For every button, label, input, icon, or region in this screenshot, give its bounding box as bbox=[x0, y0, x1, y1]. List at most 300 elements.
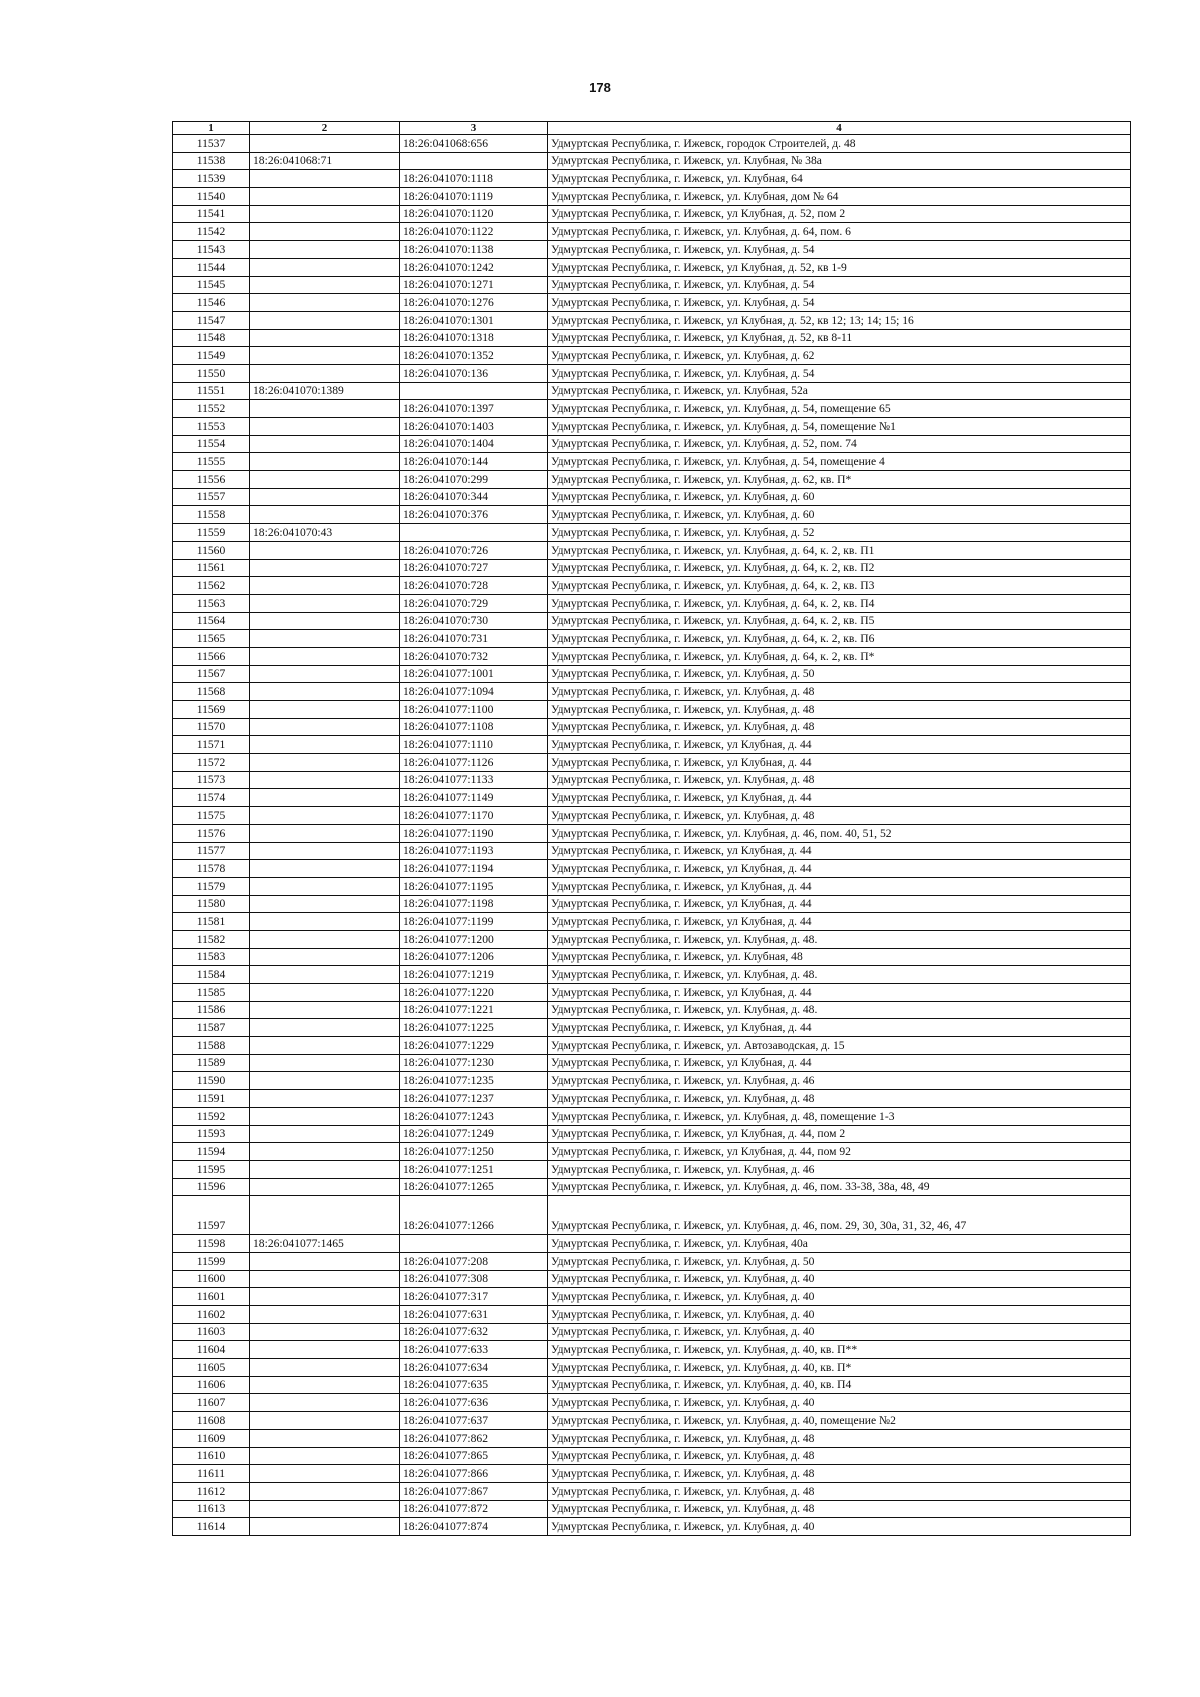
address-cell: Удмуртская Республика, г. Ижевск, ул. Клубная, д. 48. bbox=[548, 1001, 1131, 1019]
address-cell: Удмуртская Республика, г. Ижевск, ул. Клубная, д. 48 bbox=[548, 1090, 1131, 1108]
column-2-cell bbox=[250, 948, 400, 966]
table-row bbox=[173, 524, 1131, 542]
table-row bbox=[173, 1125, 1131, 1143]
table-row bbox=[173, 1054, 1131, 1072]
column-2-cell bbox=[250, 1518, 400, 1536]
column-3-cell: 18:26:041077:1126 bbox=[400, 754, 548, 772]
table-row bbox=[173, 877, 1131, 895]
column-3-cell: 18:26:041070:729 bbox=[400, 594, 548, 612]
column-3-cell: 18:26:041077:317 bbox=[400, 1288, 548, 1306]
address-cell: Удмуртская Республика, г. Ижевск, ул. Клубная, д. 40 bbox=[548, 1270, 1131, 1288]
cadastral-table bbox=[172, 121, 1131, 1536]
column-3-cell: 18:26:041070:1118 bbox=[400, 170, 548, 188]
row-number-cell: 11591 bbox=[173, 1090, 250, 1108]
table-row bbox=[173, 895, 1131, 913]
table-row bbox=[173, 930, 1131, 948]
table-row bbox=[173, 754, 1131, 772]
row-number-cell: 11614 bbox=[173, 1518, 250, 1536]
column-2-cell bbox=[250, 188, 400, 206]
column-2-cell bbox=[250, 1376, 400, 1394]
address-cell: Удмуртская Республика, г. Ижевск, ул Клубная, д. 52, кв 12; 13; 14; 15; 16 bbox=[548, 311, 1131, 329]
table-row bbox=[173, 382, 1131, 400]
address-cell: Удмуртская Республика, г. Ижевск, ул. Клубная, д. 48 bbox=[548, 771, 1131, 789]
address-cell: Удмуртская Республика, г. Ижевск, ул. Клубная, д. 48, помещение 1-3 bbox=[548, 1107, 1131, 1125]
row-number-cell: 11612 bbox=[173, 1482, 250, 1500]
column-2-cell bbox=[250, 435, 400, 453]
column-3-cell: 18:26:041077:1149 bbox=[400, 789, 548, 807]
address-cell: Удмуртская Республика, г. Ижевск, ул Клубная, д. 44 bbox=[548, 842, 1131, 860]
column-2-cell bbox=[250, 135, 400, 153]
table-row bbox=[173, 860, 1131, 878]
address-cell: Удмуртская Республика, г. Ижевск, ул. Клубная, д. 54 bbox=[548, 276, 1131, 294]
column-2-cell bbox=[250, 877, 400, 895]
column-3-cell: 18:26:041077:865 bbox=[400, 1447, 548, 1465]
row-number-cell: 11593 bbox=[173, 1125, 250, 1143]
address-cell: Удмуртская Республика, г. Ижевск, ул. Клубная, д. 52 bbox=[548, 524, 1131, 542]
table-row bbox=[173, 135, 1131, 153]
address-cell: Удмуртская Республика, г. Ижевск, ул. Клубная, д. 64, к. 2, кв. П3 bbox=[548, 577, 1131, 595]
table-row bbox=[173, 541, 1131, 559]
table-row bbox=[173, 188, 1131, 206]
table-row bbox=[173, 223, 1131, 241]
row-number-cell: 11605 bbox=[173, 1359, 250, 1377]
column-2-cell bbox=[250, 541, 400, 559]
address-cell: Удмуртская Республика, г. Ижевск, ул. Клубная, д. 62 bbox=[548, 347, 1131, 365]
address-cell: Удмуртская Республика, г. Ижевск, ул. Клубная, д. 48 bbox=[548, 683, 1131, 701]
table-row bbox=[173, 435, 1131, 453]
column-2-cell bbox=[250, 1143, 400, 1161]
address-cell: Удмуртская Республика, г. Ижевск, ул Клубная, д. 52, пом 2 bbox=[548, 205, 1131, 223]
address-cell: Удмуртская Республика, г. Ижевск, ул. Клубная, д. 40 bbox=[548, 1394, 1131, 1412]
column-2-cell bbox=[250, 895, 400, 913]
column-3-cell: 18:26:041077:1110 bbox=[400, 736, 548, 754]
column-3-cell bbox=[400, 382, 548, 400]
row-number-cell: 11602 bbox=[173, 1306, 250, 1324]
row-number-cell: 11610 bbox=[173, 1447, 250, 1465]
table-row bbox=[173, 1518, 1131, 1536]
column-2-cell bbox=[250, 1270, 400, 1288]
table-row bbox=[173, 594, 1131, 612]
table-row bbox=[173, 311, 1131, 329]
column-2-cell bbox=[250, 1323, 400, 1341]
row-number-cell: 11562 bbox=[173, 577, 250, 595]
address-cell: Удмуртская Республика, г. Ижевск, ул Клубная, д. 44 bbox=[548, 1019, 1131, 1037]
column-3-cell: 18:26:041077:1235 bbox=[400, 1072, 548, 1090]
column-3-cell: 18:26:041070:727 bbox=[400, 559, 548, 577]
column-2-cell bbox=[250, 364, 400, 382]
table-row bbox=[173, 241, 1131, 259]
column-2-cell bbox=[250, 170, 400, 188]
address-cell: Удмуртская Республика, г. Ижевск, ул. Клубная, д. 60 bbox=[548, 506, 1131, 524]
column-3-cell: 18:26:041077:1229 bbox=[400, 1037, 548, 1055]
address-cell: Удмуртская Республика, г. Ижевск, ул. Клубная, д. 46, пом. 29, 30, 30а, 31, 32, 46, 47 bbox=[548, 1196, 1131, 1235]
column-3-cell: 18:26:041077:874 bbox=[400, 1518, 548, 1536]
column-2-cell bbox=[250, 1001, 400, 1019]
row-number-cell: 11557 bbox=[173, 488, 250, 506]
column-3-cell: 18:26:041077:1133 bbox=[400, 771, 548, 789]
column-3-cell: 18:26:041077:866 bbox=[400, 1465, 548, 1483]
row-number-cell: 11551 bbox=[173, 382, 250, 400]
column-3-cell: 18:26:041077:867 bbox=[400, 1482, 548, 1500]
row-number-cell: 11608 bbox=[173, 1412, 250, 1430]
column-2-cell bbox=[250, 754, 400, 772]
row-number-cell: 11561 bbox=[173, 559, 250, 577]
table-row bbox=[173, 612, 1131, 630]
column-2-cell bbox=[250, 594, 400, 612]
column-2-cell bbox=[250, 612, 400, 630]
address-cell: Удмуртская Республика, г. Ижевск, ул. Клубная, д. 64, к. 2, кв. П6 bbox=[548, 630, 1131, 648]
column-3-cell: 18:26:041070:1276 bbox=[400, 294, 548, 312]
column-3-cell: 18:26:041077:1190 bbox=[400, 824, 548, 842]
row-number-cell: 11540 bbox=[173, 188, 250, 206]
column-3-cell: 18:26:041070:1318 bbox=[400, 329, 548, 347]
column-3-cell: 18:26:041077:862 bbox=[400, 1429, 548, 1447]
address-cell: Удмуртская Республика, г. Ижевск, ул Клубная, д. 44 bbox=[548, 984, 1131, 1002]
row-number-cell: 11546 bbox=[173, 294, 250, 312]
row-number-cell: 11574 bbox=[173, 789, 250, 807]
column-3-cell: 18:26:041077:872 bbox=[400, 1500, 548, 1518]
column-2-cell bbox=[250, 1288, 400, 1306]
column-3-cell: 18:26:041070:1397 bbox=[400, 400, 548, 418]
column-2-cell bbox=[250, 824, 400, 842]
address-cell: Удмуртская Республика, г. Ижевск, ул. Клубная, д. 48. bbox=[548, 930, 1131, 948]
column-2-cell bbox=[250, 400, 400, 418]
column-3-cell: 18:26:041070:376 bbox=[400, 506, 548, 524]
column-2-cell bbox=[250, 471, 400, 489]
table-row bbox=[173, 630, 1131, 648]
column-3-cell: 18:26:041077:634 bbox=[400, 1359, 548, 1377]
column-2-cell bbox=[250, 647, 400, 665]
column-2-cell bbox=[250, 1482, 400, 1500]
table-row bbox=[173, 1019, 1131, 1037]
column-3-cell: 18:26:041077:1249 bbox=[400, 1125, 548, 1143]
column-3-cell: 18:26:041077:1206 bbox=[400, 948, 548, 966]
address-cell: Удмуртская Республика, г. Ижевск, ул Клубная, д. 44 bbox=[548, 877, 1131, 895]
column-2-cell bbox=[250, 1500, 400, 1518]
row-number-cell: 11555 bbox=[173, 453, 250, 471]
column-3-cell: 18:26:041077:1108 bbox=[400, 718, 548, 736]
column-3-cell: 18:26:041070:728 bbox=[400, 577, 548, 595]
column-3-cell: 18:26:041070:730 bbox=[400, 612, 548, 630]
row-number-cell: 11596 bbox=[173, 1178, 250, 1196]
table-row bbox=[173, 471, 1131, 489]
address-cell: Удмуртская Республика, г. Ижевск, ул. Клубная, д. 48 bbox=[548, 1429, 1131, 1447]
row-number-cell: 11579 bbox=[173, 877, 250, 895]
address-cell: Удмуртская Республика, г. Ижевск, ул Клубная, д. 44 bbox=[548, 1054, 1131, 1072]
row-number-cell: 11598 bbox=[173, 1235, 250, 1253]
table-row bbox=[173, 1090, 1131, 1108]
column-3-cell: 18:26:041077:1225 bbox=[400, 1019, 548, 1037]
row-number-cell: 11542 bbox=[173, 223, 250, 241]
table-row bbox=[173, 170, 1131, 188]
table-row bbox=[173, 683, 1131, 701]
column-3-cell: 18:26:041077:1001 bbox=[400, 665, 548, 683]
column-3-cell: 18:26:041070:1122 bbox=[400, 223, 548, 241]
row-number-cell: 11566 bbox=[173, 647, 250, 665]
column-3-cell: 18:26:041077:633 bbox=[400, 1341, 548, 1359]
row-number-cell: 11563 bbox=[173, 594, 250, 612]
column-3-cell: 18:26:041077:1194 bbox=[400, 860, 548, 878]
address-cell: Удмуртская Республика, г. Ижевск, ул. Клубная, д. 40, кв. П* bbox=[548, 1359, 1131, 1377]
table-body bbox=[173, 135, 1131, 1536]
row-number-cell: 11537 bbox=[173, 135, 250, 153]
address-cell: Удмуртская Республика, г. Ижевск, ул. Клубная, д. 64, к. 2, кв. П2 bbox=[548, 559, 1131, 577]
column-3-cell: 18:26:041077:1220 bbox=[400, 984, 548, 1002]
row-number-cell: 11613 bbox=[173, 1500, 250, 1518]
address-cell: Удмуртская Республика, г. Ижевск, ул Клубная, д. 52, кв 1-9 bbox=[548, 258, 1131, 276]
row-number-cell: 11611 bbox=[173, 1465, 250, 1483]
address-cell: Удмуртская Республика, г. Ижевск, ул. Автозаводская, д. 15 bbox=[548, 1037, 1131, 1055]
row-number-cell: 11589 bbox=[173, 1054, 250, 1072]
address-cell: Удмуртская Республика, г. Ижевск, ул. Клубная, д. 54 bbox=[548, 364, 1131, 382]
column-2-cell bbox=[250, 701, 400, 719]
address-cell: Удмуртская Республика, г. Ижевск, ул. Клубная, д. 48 bbox=[548, 1465, 1131, 1483]
row-number-cell: 11549 bbox=[173, 347, 250, 365]
address-cell: Удмуртская Республика, г. Ижевск, ул. Клубная, д. 46, пом. 40, 51, 52 bbox=[548, 824, 1131, 842]
table-row bbox=[173, 842, 1131, 860]
column-2-cell: 18:26:041070:43 bbox=[250, 524, 400, 542]
column-2-cell bbox=[250, 311, 400, 329]
column-2-cell bbox=[250, 807, 400, 825]
table-row bbox=[173, 984, 1131, 1002]
column-2-cell bbox=[250, 1465, 400, 1483]
column-2-cell bbox=[250, 1072, 400, 1090]
address-cell: Удмуртская Республика, г. Ижевск, ул. Клубная, д. 40, кв. П4 bbox=[548, 1376, 1131, 1394]
table-row bbox=[173, 1482, 1131, 1500]
table-row bbox=[173, 824, 1131, 842]
row-number-cell: 11553 bbox=[173, 418, 250, 436]
address-cell: Удмуртская Республика, г. Ижевск, ул. Клубная, д. 40 bbox=[548, 1518, 1131, 1536]
row-number-cell: 11587 bbox=[173, 1019, 250, 1037]
column-3-cell: 18:26:041077:632 bbox=[400, 1323, 548, 1341]
row-number-cell: 11592 bbox=[173, 1107, 250, 1125]
address-cell: Удмуртская Республика, г. Ижевск, ул. Клубная, д. 54, помещение №1 bbox=[548, 418, 1131, 436]
address-cell: Удмуртская Республика, г. Ижевск, ул. Клубная, д. 64, к. 2, кв. П4 bbox=[548, 594, 1131, 612]
table-row bbox=[173, 559, 1131, 577]
table-row bbox=[173, 701, 1131, 719]
column-2-cell bbox=[250, 506, 400, 524]
column-3-cell: 18:26:041070:344 bbox=[400, 488, 548, 506]
table-row bbox=[173, 1072, 1131, 1090]
column-3-cell: 18:26:041077:1200 bbox=[400, 930, 548, 948]
table-row bbox=[173, 294, 1131, 312]
row-number-cell: 11547 bbox=[173, 311, 250, 329]
column-3-cell: 18:26:041077:636 bbox=[400, 1394, 548, 1412]
table-row bbox=[173, 1288, 1131, 1306]
row-number-cell: 11600 bbox=[173, 1270, 250, 1288]
address-cell: Удмуртская Республика, г. Ижевск, ул. Клубная, д. 54, помещение 4 bbox=[548, 453, 1131, 471]
column-3-cell: 18:26:041077:1265 bbox=[400, 1178, 548, 1196]
row-number-cell: 11550 bbox=[173, 364, 250, 382]
row-number-cell: 11572 bbox=[173, 754, 250, 772]
row-number-cell: 11590 bbox=[173, 1072, 250, 1090]
row-number-cell: 11567 bbox=[173, 665, 250, 683]
row-number-cell: 11575 bbox=[173, 807, 250, 825]
address-cell: Удмуртская Республика, г. Ижевск, ул. Клубная, д. 50 bbox=[548, 665, 1131, 683]
table-row bbox=[173, 1160, 1131, 1178]
column-2-cell bbox=[250, 1341, 400, 1359]
column-3-cell: 18:26:041070:1242 bbox=[400, 258, 548, 276]
address-cell: Удмуртская Республика, г. Ижевск, ул. Клубная, д. 54 bbox=[548, 241, 1131, 259]
row-number-cell: 11568 bbox=[173, 683, 250, 701]
table-row bbox=[173, 1376, 1131, 1394]
table-row bbox=[173, 665, 1131, 683]
column-3-cell: 18:26:041070:299 bbox=[400, 471, 548, 489]
row-number-cell: 11577 bbox=[173, 842, 250, 860]
column-3-cell: 18:26:041077:1170 bbox=[400, 807, 548, 825]
column-2-cell bbox=[250, 1090, 400, 1108]
table-row bbox=[173, 1037, 1131, 1055]
column-2-cell bbox=[250, 329, 400, 347]
column-3-cell: 18:26:041070:1301 bbox=[400, 311, 548, 329]
column-2-cell bbox=[250, 559, 400, 577]
table-row bbox=[173, 1107, 1131, 1125]
row-number-cell: 11601 bbox=[173, 1288, 250, 1306]
row-number-cell: 11560 bbox=[173, 541, 250, 559]
address-cell: Удмуртская Республика, г. Ижевск, ул. Клубная, д. 62, кв. П* bbox=[548, 471, 1131, 489]
row-number-cell: 11594 bbox=[173, 1143, 250, 1161]
table-row bbox=[173, 1235, 1131, 1253]
column-3-cell: 18:26:041077:1230 bbox=[400, 1054, 548, 1072]
address-cell: Удмуртская Республика, г. Ижевск, ул. Клубная, д. 64, пом. 6 bbox=[548, 223, 1131, 241]
column-3-cell: 18:26:041077:635 bbox=[400, 1376, 548, 1394]
table-row bbox=[173, 418, 1131, 436]
column-2-cell bbox=[250, 736, 400, 754]
column-3-cell: 18:26:041077:1199 bbox=[400, 913, 548, 931]
column-2-cell: 18:26:041077:1465 bbox=[250, 1235, 400, 1253]
column-3-cell: 18:26:041070:1404 bbox=[400, 435, 548, 453]
table-row bbox=[173, 205, 1131, 223]
address-cell: Удмуртская Республика, г. Ижевск, ул Клубная, д. 44, пом 92 bbox=[548, 1143, 1131, 1161]
row-number-cell: 11606 bbox=[173, 1376, 250, 1394]
address-cell: Удмуртская Республика, г. Ижевск, ул. Клубная, д. 40 bbox=[548, 1323, 1131, 1341]
table-header-row bbox=[173, 122, 1131, 135]
row-number-cell: 11573 bbox=[173, 771, 250, 789]
row-number-cell: 11545 bbox=[173, 276, 250, 294]
column-2-cell bbox=[250, 771, 400, 789]
column-3-cell: 18:26:041077:1250 bbox=[400, 1143, 548, 1161]
row-number-cell: 11554 bbox=[173, 435, 250, 453]
column-2-cell bbox=[250, 1412, 400, 1430]
column-2-cell bbox=[250, 205, 400, 223]
row-number-cell: 11544 bbox=[173, 258, 250, 276]
row-number-cell: 11548 bbox=[173, 329, 250, 347]
address-cell: Удмуртская Республика, г. Ижевск, ул Клубная, д. 44, пом 2 bbox=[548, 1125, 1131, 1143]
table-row bbox=[173, 488, 1131, 506]
column-2-cell bbox=[250, 488, 400, 506]
column-3-cell: 18:26:041070:731 bbox=[400, 630, 548, 648]
row-number-cell: 11543 bbox=[173, 241, 250, 259]
column-3-cell: 18:26:041077:1221 bbox=[400, 1001, 548, 1019]
column-2-cell bbox=[250, 984, 400, 1002]
column-2-cell bbox=[250, 1447, 400, 1465]
column-2-cell bbox=[250, 1107, 400, 1125]
table-row bbox=[173, 364, 1131, 382]
table-row bbox=[173, 1178, 1131, 1196]
column-3-cell: 18:26:041070:144 bbox=[400, 453, 548, 471]
table-row bbox=[173, 152, 1131, 170]
address-cell: Удмуртская Республика, г. Ижевск, ул. Клубная, д. 64, к. 2, кв. П* bbox=[548, 647, 1131, 665]
address-cell: Удмуртская Республика, г. Ижевск, ул Клубная, д. 44 bbox=[548, 754, 1131, 772]
table-row bbox=[173, 948, 1131, 966]
column-2-cell bbox=[250, 860, 400, 878]
address-cell: Удмуртская Республика, г. Ижевск, ул. Клубная, д. 60 bbox=[548, 488, 1131, 506]
table-row bbox=[173, 1001, 1131, 1019]
row-number-cell: 11597 bbox=[173, 1196, 250, 1235]
row-number-cell: 11571 bbox=[173, 736, 250, 754]
table-row bbox=[173, 1252, 1131, 1270]
row-number-cell: 11595 bbox=[173, 1160, 250, 1178]
column-2-cell bbox=[250, 1019, 400, 1037]
address-cell: Удмуртская Республика, г. Ижевск, ул. Клубная, д. 54 bbox=[548, 294, 1131, 312]
table-row bbox=[173, 789, 1131, 807]
table-row bbox=[173, 1447, 1131, 1465]
table-row bbox=[173, 966, 1131, 984]
column-3-cell: 18:26:041077:1251 bbox=[400, 1160, 548, 1178]
column-2-cell bbox=[250, 1394, 400, 1412]
table-row bbox=[173, 913, 1131, 931]
page-number: 178 bbox=[589, 80, 611, 95]
table-row bbox=[173, 771, 1131, 789]
column-2-cell bbox=[250, 241, 400, 259]
column-3-cell: 18:26:041077:637 bbox=[400, 1412, 548, 1430]
table-row bbox=[173, 1270, 1131, 1288]
row-number-cell: 11583 bbox=[173, 948, 250, 966]
table-row bbox=[173, 1429, 1131, 1447]
column-3-cell: 18:26:041077:1266 bbox=[400, 1196, 548, 1235]
row-number-cell: 11558 bbox=[173, 506, 250, 524]
address-cell: Удмуртская Республика, г. Ижевск, ул. Клубная, д. 48. bbox=[548, 966, 1131, 984]
table-row bbox=[173, 329, 1131, 347]
column-2-cell bbox=[250, 913, 400, 931]
address-cell: Удмуртская Республика, г. Ижевск, ул Клубная, д. 44 bbox=[548, 913, 1131, 931]
address-cell: Удмуртская Республика, г. Ижевск, ул. Клубная, д. 48 bbox=[548, 718, 1131, 736]
column-2-cell bbox=[250, 1306, 400, 1324]
row-number-cell: 11584 bbox=[173, 966, 250, 984]
column-3-cell: 18:26:041070:1271 bbox=[400, 276, 548, 294]
address-cell: Удмуртская Республика, г. Ижевск, ул. Клубная, д. 52, пом. 74 bbox=[548, 435, 1131, 453]
table-row bbox=[173, 258, 1131, 276]
row-number-cell: 11582 bbox=[173, 930, 250, 948]
column-3-cell: 18:26:041077:208 bbox=[400, 1252, 548, 1270]
column-2-cell bbox=[250, 1359, 400, 1377]
column-3-cell: 18:26:041070:1352 bbox=[400, 347, 548, 365]
address-cell: Удмуртская Республика, г. Ижевск, ул Клубная, д. 44 bbox=[548, 860, 1131, 878]
column-2-cell bbox=[250, 630, 400, 648]
column-2-cell bbox=[250, 418, 400, 436]
column-3-cell: 18:26:041077:631 bbox=[400, 1306, 548, 1324]
address-cell: Удмуртская Республика, г. Ижевск, ул. Клубная, д. 46 bbox=[548, 1072, 1131, 1090]
table-row bbox=[173, 1341, 1131, 1359]
column-3-cell: 18:26:041077:1193 bbox=[400, 842, 548, 860]
column-3-cell: 18:26:041068:656 bbox=[400, 135, 548, 153]
address-cell: Удмуртская Республика, г. Ижевск, ул. Клубная, 40а bbox=[548, 1235, 1131, 1253]
table-row bbox=[173, 807, 1131, 825]
row-number-cell: 11541 bbox=[173, 205, 250, 223]
row-number-cell: 11538 bbox=[173, 152, 250, 170]
row-number-cell: 11559 bbox=[173, 524, 250, 542]
address-cell: Удмуртская Республика, г. Ижевск, ул Клубная, д. 52, кв 8-11 bbox=[548, 329, 1131, 347]
column-2-cell bbox=[250, 276, 400, 294]
address-cell: Удмуртская Республика, г. Ижевск, ул. Клубная, 52а bbox=[548, 382, 1131, 400]
column-3-cell: 18:26:041070:136 bbox=[400, 364, 548, 382]
row-number-cell: 11603 bbox=[173, 1323, 250, 1341]
table-row bbox=[173, 276, 1131, 294]
column-3-cell: 18:26:041077:1100 bbox=[400, 701, 548, 719]
table-row bbox=[173, 1394, 1131, 1412]
column-3-cell bbox=[400, 1235, 548, 1253]
column-2-cell bbox=[250, 1196, 400, 1235]
